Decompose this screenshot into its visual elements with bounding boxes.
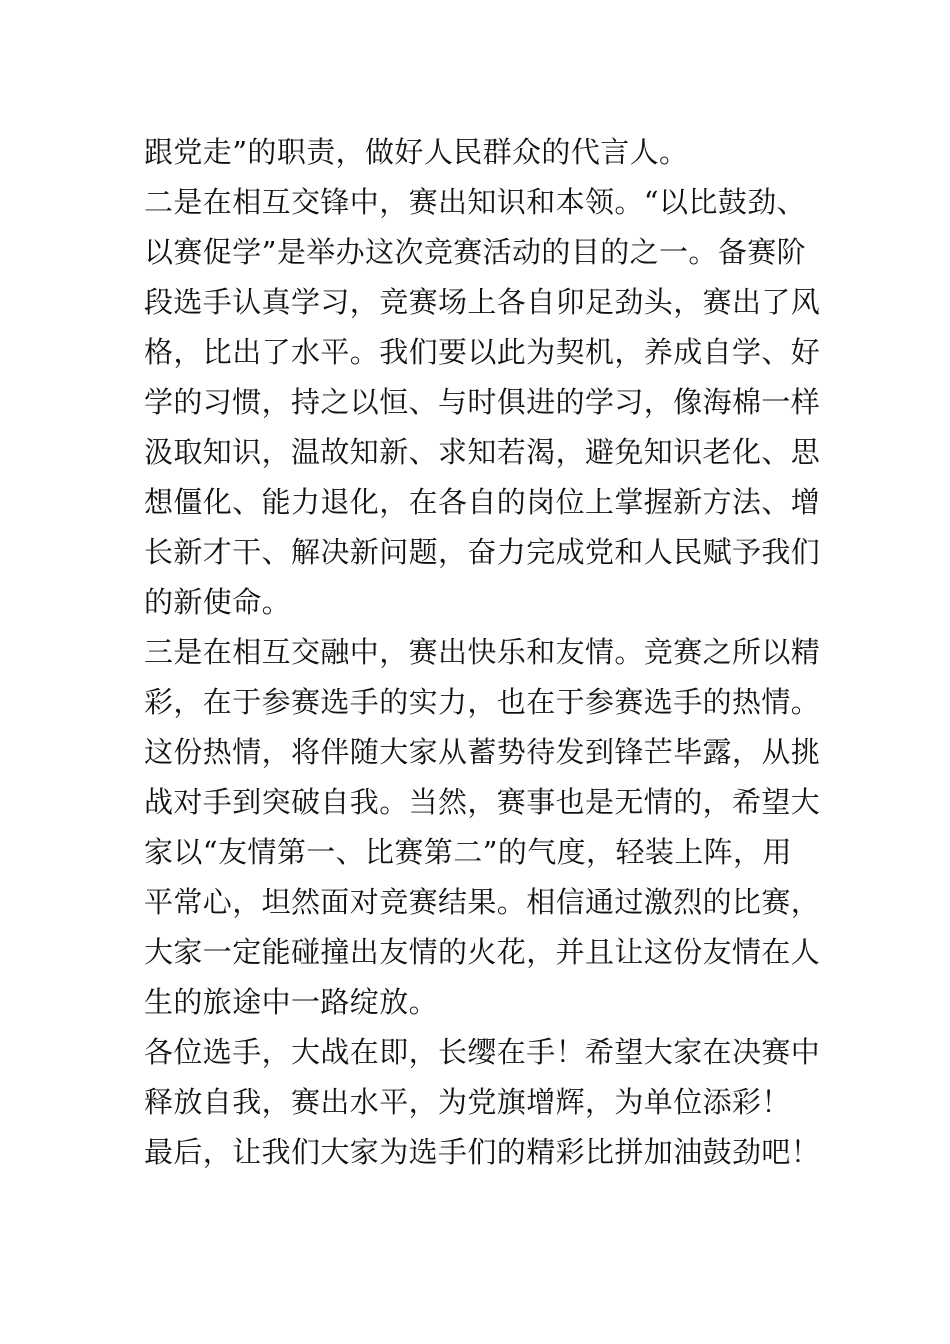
text-line: 学的习惯，持之以恒、与时俱进的学习，像海棉一样: [144, 385, 821, 419]
text-line: 二是在相互交锋中，赛出知识和本领。“以比鼓劲、: [144, 185, 807, 219]
text-line: 长新才干、解决新问题，奋力完成党和人民赋予我们: [144, 535, 821, 569]
text-line: 以赛促学”是举办这次竞赛活动的目的之一。备赛阶: [144, 235, 807, 269]
text-line: 释放自我，赛出水平，为党旗增辉，为单位添彩！: [144, 1085, 791, 1119]
text-line: 汲取知识，温故知新、求知若渴，避免知识老化、思: [144, 435, 821, 469]
text-line: 格，比出了水平。我们要以此为契机，养成自学、好: [144, 335, 821, 369]
text-line: 段选手认真学习，竞赛场上各自卯足劲头，赛出了风: [144, 285, 821, 319]
text-line: 家以“友情第一、比赛第二”的气度，轻装上阵，用: [144, 835, 792, 869]
text-line: 三是在相互交融中，赛出快乐和友情。竞赛之所以精: [144, 635, 821, 669]
text-line: 平常心，坦然面对竞赛结果。相信通过激烈的比赛，: [144, 885, 821, 919]
text-line: 想僵化、能力退化，在各自的岗位上掌握新方法、增: [144, 485, 821, 519]
text-line: 各位选手，大战在即，长缨在手！希望大家在决赛中: [144, 1035, 821, 1069]
text-line: 生的旅途中一路绽放。: [144, 985, 439, 1019]
text-line: 彩，在于参赛选手的实力，也在于参赛选手的热情。: [144, 685, 821, 719]
text-line: 大家一定能碰撞出友情的火花，并且让这份友情在人: [144, 935, 821, 969]
text-line: 的新使命。: [144, 585, 292, 619]
text-line: 这份热情，将伴随大家从蓄势待发到锋芒毕露，从挑: [144, 735, 821, 769]
text-line: 战对手到突破自我。当然，赛事也是无情的，希望大: [144, 785, 821, 819]
text-line: 最后，让我们大家为选手们的精彩比拼加油鼓劲吧！: [144, 1135, 821, 1169]
text-line: 跟党走”的职责，做好人民群众的代言人。: [144, 135, 689, 169]
